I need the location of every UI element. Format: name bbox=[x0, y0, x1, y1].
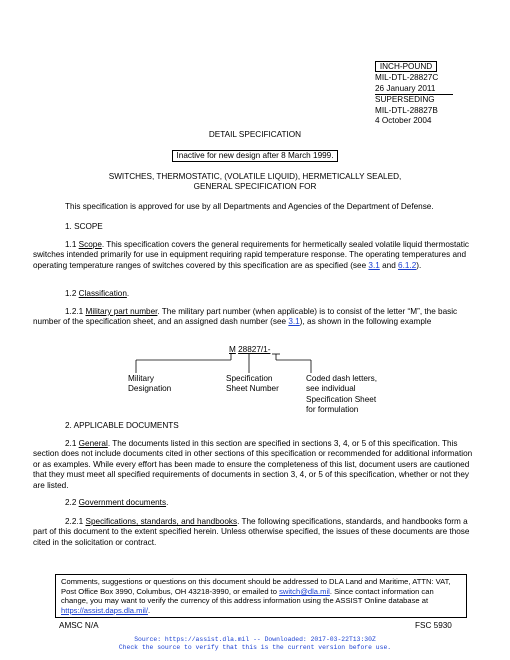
source-line-1: Source: https://assist.dla.mil -- Downloaded: 2017-03-22T13:30Z bbox=[134, 636, 376, 643]
label-coded-dash-letters: Coded dash letters, see individual Specification Sheet for formulation bbox=[306, 374, 378, 415]
inch-pound-label: INCH-POUND bbox=[375, 61, 437, 72]
general-heading: General bbox=[78, 439, 108, 448]
scope-heading: Scope bbox=[78, 240, 102, 249]
label-military-designation: Military Designation bbox=[128, 374, 172, 394]
para-2-2: 2.2 Government documents. bbox=[65, 498, 169, 507]
email-link[interactable]: switch@dla.mil bbox=[279, 586, 330, 596]
part-prefix-m: M bbox=[229, 345, 236, 354]
document-id: MIL-DTL-28827C bbox=[375, 73, 439, 83]
section-1-heading: 1. SCOPE bbox=[65, 222, 103, 231]
superseding-label: SUPERSEDING bbox=[375, 94, 453, 105]
para-1-2: 1.2 Classification. bbox=[65, 289, 130, 298]
document-date: 26 January 2011 bbox=[375, 83, 436, 93]
government-documents-heading: Government documents bbox=[78, 498, 167, 507]
superseded-date: 4 October 2004 bbox=[375, 115, 432, 125]
amsc-label: AMSC N/A bbox=[59, 621, 99, 630]
para-1-1: 1.1 Scope. This specification covers the general requirements for hermetically sealed volatile liquid thermostatic switches intended primarily for use in equipment requiring rapid temperature response. The operating temperatures and operating temperature ranges of switches covered by this specification are as specified (see 3.1 and 6.1.2). bbox=[33, 240, 469, 270]
superseded-id: MIL-DTL-28827B bbox=[375, 105, 438, 115]
para-2-1: 2.1 General. The documents listed in this section are specified in sections 3, 4, or 5 of this specification. This section does not include documents cited in other sections of this specification or recommended for additional information or as examples. While every effort has been made to ensure the completeness of this list, document users are cautioned that they must meet all specified requirements of documents in section 3, 4, or 5 of this specification, whether or not they are listed. bbox=[33, 439, 473, 490]
label-specification-sheet-number: Specification Sheet Number bbox=[226, 374, 279, 394]
ref-3-1-link[interactable]: 3.1 bbox=[368, 260, 380, 270]
spec-type-title: DETAIL SPECIFICATION bbox=[208, 130, 302, 139]
ref-3-1-link-2[interactable]: 3.1 bbox=[288, 317, 300, 327]
fsc-label: FSC 5930 bbox=[415, 621, 452, 630]
source-line-2: Check the source to verify that this is the current version before use. bbox=[118, 644, 392, 651]
part-sheet-number: 28827/1- bbox=[238, 345, 271, 354]
military-part-number-heading: Military part number bbox=[85, 307, 158, 316]
para-1-2-1: 1.2.1 Military part number. The military part number (when applicable) is to consist of the letter “M”, the basic number of the specification sheet, and an assigned dash number (see 3.1), as shown in the following example bbox=[33, 307, 458, 327]
title-line-2: GENERAL SPECIFICATION FOR bbox=[193, 182, 317, 191]
classification-heading: Classification bbox=[78, 289, 127, 298]
title-line-1: SWITCHES, THERMOSTATIC, (VOLATILE LIQUID), HERMETICALLY SEALED, bbox=[108, 172, 402, 181]
approval-statement: This specification is approved for use by all Departments and Agencies of the Department of Defense. bbox=[65, 202, 434, 211]
comments-box: Comments, suggestions or questions on this document should be addressed to DLA Land and Maritime, ATTN: VAT, Post Office Box 3990, Columbus, OH 43218-3990, or emailed to switch@dla.mil. Since contact information can change, you may want to verify the currency of this address information using the ASSIST Online database at https://assist.daps.dla.mil/. bbox=[55, 574, 467, 618]
specs-standards-handbooks-heading: Specifications, standards, and handbooks bbox=[85, 517, 238, 526]
assist-url-link[interactable]: https://assist.daps.dla.mil/ bbox=[61, 605, 148, 615]
ref-6-1-2-link[interactable]: 6.1.2 bbox=[398, 260, 417, 270]
section-2-heading: 2. APPLICABLE DOCUMENTS bbox=[65, 421, 179, 430]
para-2-2-1: 2.2.1 Specifications, standards, and handbooks. The following specifications, standards, and handbooks form a part of this document to the extent specified herein. Unless otherwise specified, the issues of these documents are those cited in the solicitation or contract. bbox=[33, 517, 470, 547]
inactive-notice: Inactive for new design after 8 March 1999. bbox=[172, 150, 337, 162]
